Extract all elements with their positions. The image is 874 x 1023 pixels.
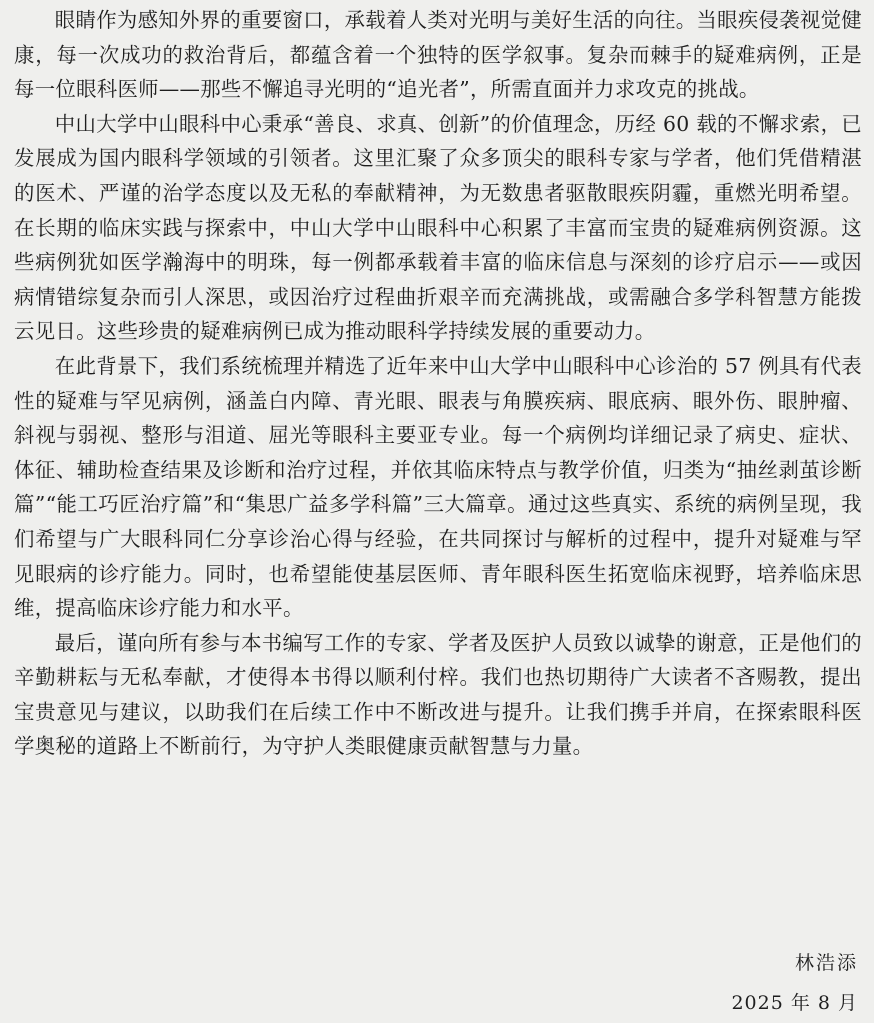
paragraph-2: 中山大学中山眼科中心秉承“善良、求真、创新”的价值理念，历经 60 载的不懈求索，已发展成为国内眼科学领域的引领者。这里汇聚了众多顶尖的眼科专家与学者，他们凭借精湛的医术、严谨的治学态度以及无私的奉献精神，为无数患者驱散眼疾阴霾，重燃光明希望。在长期的临床实践与探索中，中山大学中山眼科中心积累了丰富而宝贵的疑难病例资源。这些病例犹如医学瀚海中的明珠，每一例都承载着丰富的临床信息与深刻的诊疗启示——或因病情错综复杂而引人深思，或因治疗过程曲折艰辛而充满挑战，或需融合多学科智慧方能拨云见日。这些珍贵的疑难病例已成为推动眼科学持续发展的重要动力。 (14, 111, 862, 344)
preface-body (14, 3, 862, 764)
signature-date: 2025 年 8 月 (731, 992, 858, 1014)
paragraph-1: 眼睛作为感知外界的重要窗口，承载着人类对光明与美好生活的向往。当眼疾侵袭视觉健康，每一次成功的救治背后，都蕴含着一个独特的医学叙事。复杂而棘手的疑难病例，正是每一位眼科医师——那些不懈追寻光明的“追光者”，所需直面并力求攻克的挑战。 (14, 8, 862, 102)
author-name: 林浩添 (794, 952, 858, 974)
paragraph-3: 在此背景下，我们系统梳理并精选了近年来中山大学中山眼科中心诊治的 57 例具有代表性的疑难与罕见病例，涵盖白内障、青光眼、眼表与角膜疾病、眼底病、眼外伤、眼肿瘤、斜视与弱视、整形与泪道、屈光等眼科主要亚专业。每一个病例均详细记录了病史、症状、体征、辅助检查结果及诊断和治疗过程，并依其临床特点与教学价值，归类为“抽丝剥茧诊断篇”“能工巧匠治疗篇”和“集思广益多学科篇”三大篇章。通过这些真实、系统的病例呈现，我们希望与广大眼科同仁分享诊治心得与经验，在共同探讨与解析的过程中，提升对疑难与罕见眼病的诊疗能力。同时，也希望能使基层医师、青年眼科医生拓宽临床视野，培养临床思维，提高临床诊疗能力和水平。 (14, 353, 862, 621)
signature-block (731, 943, 858, 1023)
paragraph-4: 最后，谨向所有参与本书编写工作的专家、学者及医护人员致以诚挚的谢意，正是他们的辛勤耕耘与无私奉献，才使得本书得以顺利付梓。我们也热切期待广大读者不吝赐教，提出宝贵意见与建议，以助我们在后续工作中不断改进与提升。让我们携手并肩，在探索眼科医学奥秘的道路上不断前行，为守护人类眼健康贡献智慧与力量。 (14, 630, 862, 759)
